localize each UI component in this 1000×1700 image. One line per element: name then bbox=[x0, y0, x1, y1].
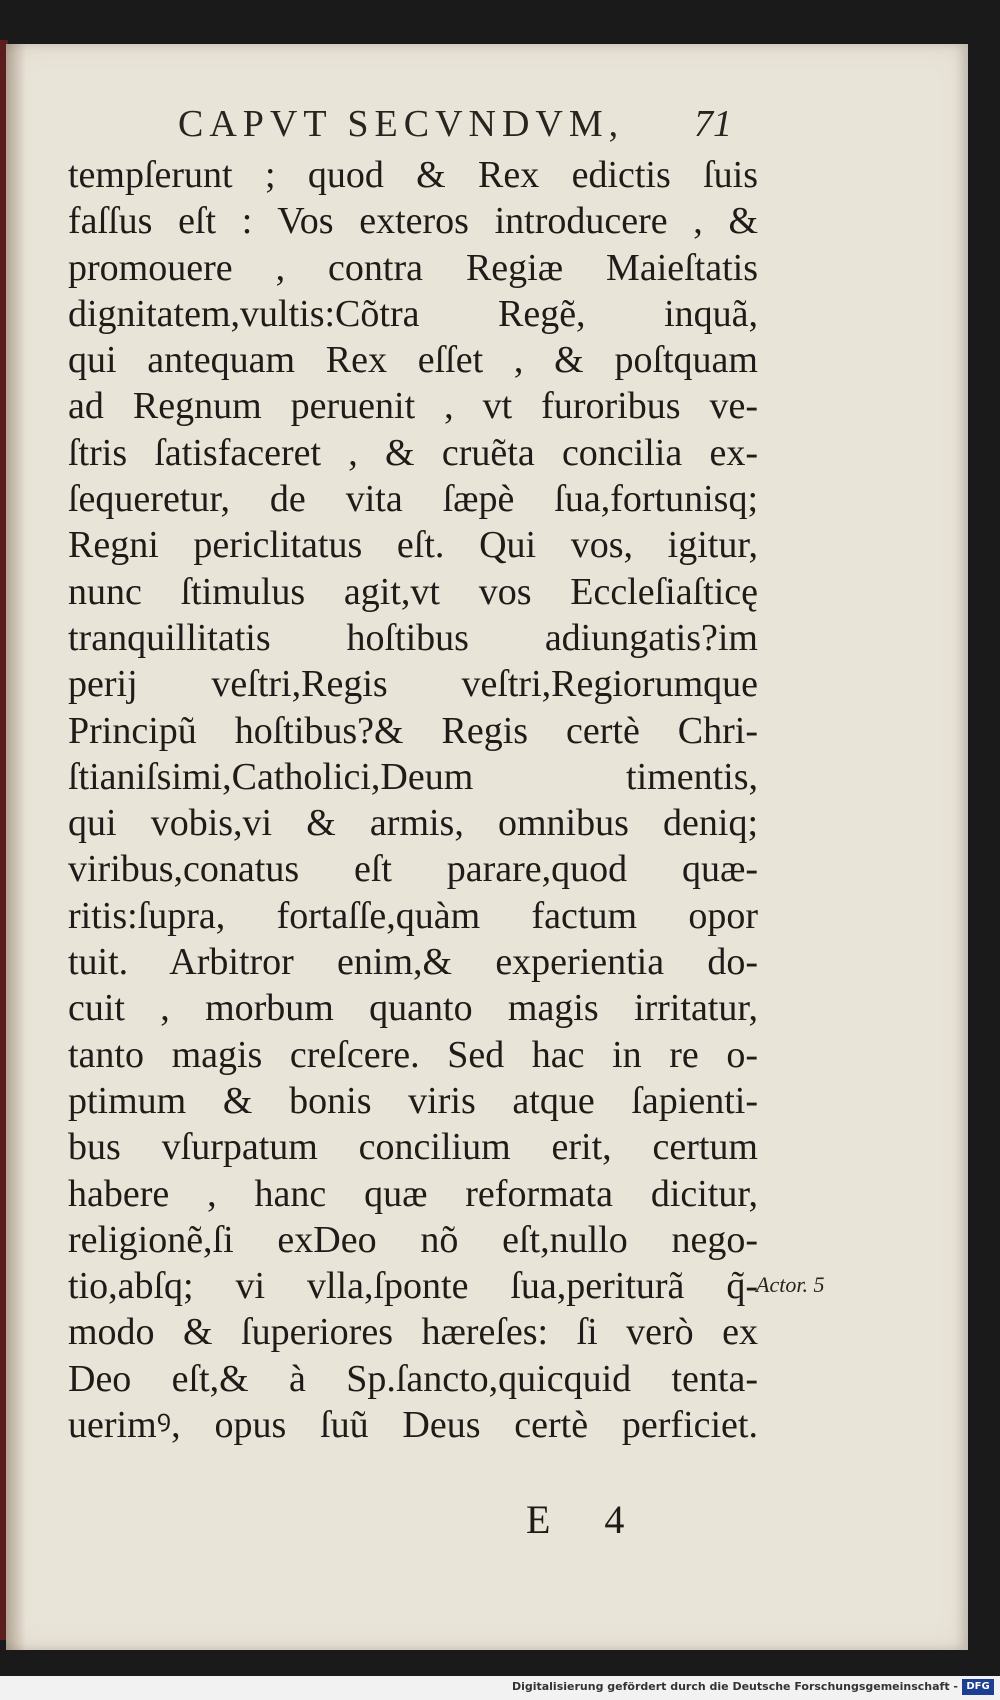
text-line: ſtianiſsimi,Catholici,Deum timentis, bbox=[68, 755, 758, 798]
text-line: religionẽ,ſi exDeo nõ eſt,nullo nego- bbox=[68, 1218, 758, 1261]
book-page bbox=[6, 44, 968, 1650]
text-line: bus vſurpatum concilium erit, certum bbox=[68, 1126, 758, 1169]
text-line: habere , hanc quæ reformata dicitur, bbox=[68, 1172, 758, 1215]
text-line: tempſerunt ; quod & Rex edictis ſuis bbox=[68, 154, 758, 196]
footer-credit: Digitalisierung gefördert durch die Deutsche Forschungsgemeinschaft - bbox=[511, 1680, 958, 1693]
margin-note: Actor. 5 bbox=[756, 1272, 825, 1297]
text-line: promouere , contra Regiæ Maieſtatis bbox=[68, 246, 758, 289]
text-line: modo & ſuperiores hæreſes: ſi verò ex bbox=[68, 1311, 758, 1354]
text-line: faſſus eſt : Vos exteros introducere , & bbox=[68, 200, 758, 243]
text-line: ad Regnum peruenit , vt furoribus ve- bbox=[68, 385, 758, 428]
text-line: nunc ſtimulus agit,vt vos Eccleſiaſticę bbox=[68, 570, 758, 613]
page-number: 71 bbox=[694, 103, 732, 145]
text-line: Deo eſt,& à Sp.ſancto,quicquid tenta- bbox=[68, 1357, 758, 1400]
text-line: ritis:ſupra, fortaſſe,quàm factum opor bbox=[68, 894, 758, 937]
text-line: viribus,conatus eſt parare,quod quæ- bbox=[68, 848, 758, 891]
text-line: Regni periclitatus eſt. Qui vos, igitur, bbox=[68, 524, 758, 567]
text-line: tuit. Arbitror enim,& experientia do- bbox=[68, 941, 758, 984]
text-line: uerimꝰ, opus ſuũ Deus certè perficiet. bbox=[68, 1404, 758, 1447]
text-line: dignitatem,vultis:Cõtra Regẽ, inquã, bbox=[68, 292, 758, 335]
signature-mark: E 4 bbox=[526, 1497, 647, 1542]
dfg-logo: DFG bbox=[962, 1679, 994, 1695]
text-line: tranquillitatis hoſtibus adiungatis?im bbox=[68, 616, 758, 659]
digitization-footer bbox=[0, 1676, 1000, 1700]
text-line: qui vobis,vi & armis, omnibus deniq; bbox=[68, 802, 758, 845]
running-head: CAPVT SECVNDVM, bbox=[178, 103, 625, 145]
text-line: cuit , morbum quanto magis irritatur, bbox=[68, 987, 758, 1030]
text-line: tio,abſq; vi vlla,ſponte ſua,periturã q̃- bbox=[68, 1265, 758, 1308]
text-line: ptimum & bonis viris atque ſapienti- bbox=[68, 1079, 758, 1122]
text-line: qui antequam Rex eſſet , & poſtquam bbox=[68, 339, 758, 382]
text-line: ſequeretur, de vita ſæpè ſua,fortunisq; bbox=[68, 478, 758, 521]
body-text bbox=[68, 152, 758, 1448]
text-line: perij veſtri,Regis veſtri,Regiorumque bbox=[68, 663, 758, 706]
text-line: Principũ hoſtibus?& Regis certè Chri- bbox=[68, 709, 758, 752]
text-line: ſtris ſatisfaceret , & cruẽta concilia ex- bbox=[68, 431, 758, 474]
text-line: tanto magis creſcere. Sed hac in re o- bbox=[68, 1033, 758, 1076]
